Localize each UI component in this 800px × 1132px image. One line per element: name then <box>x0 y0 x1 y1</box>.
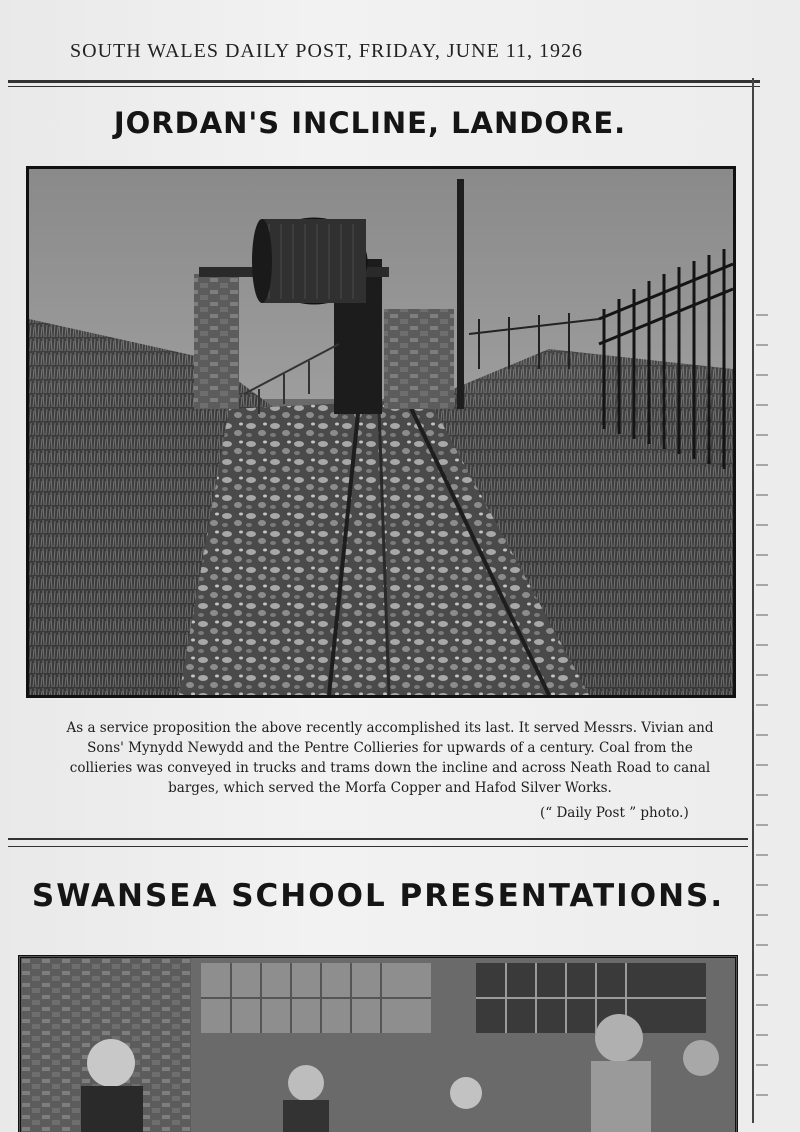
section-rule <box>8 838 748 840</box>
article-headline-school-presentations: SWANSEA SCHOOL PRESENTATIONS. <box>31 878 725 914</box>
caption-line: As a service proposition the above recently accomplished its last. It served Messrs. Vivian and <box>66 720 714 736</box>
photo-credit: (“ Daily Post ” photo.) <box>540 805 689 821</box>
photo-stone-wall <box>384 309 454 409</box>
photo2-person <box>683 1040 719 1076</box>
photo-stone-pier <box>194 274 239 409</box>
incline-photo <box>26 166 736 698</box>
article-headline-jordans-incline: JORDAN'S INCLINE, LANDORE. <box>113 106 627 140</box>
photo2-person <box>595 1014 643 1062</box>
photo-drum-body <box>262 219 366 303</box>
masthead-rule-thin <box>8 86 760 87</box>
photo-caption <box>30 718 750 798</box>
caption-line: collieries was conveyed in trucks and trams down the incline and across Neath Road to canal <box>69 760 711 776</box>
masthead-rule <box>8 80 760 83</box>
masthead: SOUTH WALES DAILY POST, FRIDAY, JUNE 11, 1926 <box>70 40 584 62</box>
school-photo <box>18 955 738 1132</box>
photo-drum-end <box>252 219 272 303</box>
column-rule <box>752 78 754 1123</box>
section-rule-thin <box>8 846 748 847</box>
photo2-person <box>450 1077 482 1109</box>
photo2-person <box>87 1039 135 1087</box>
photo2-person <box>288 1065 324 1101</box>
caption-line: barges, which served the Morfa Copper and Hafod Silver Works. <box>168 780 612 796</box>
margin-text-strip <box>756 300 768 1120</box>
photo-telegraph-pole <box>457 179 464 409</box>
caption-line: Sons' Mynydd Newydd and the Pentre Collieries for upwards of a century. Coal from the <box>87 740 693 756</box>
